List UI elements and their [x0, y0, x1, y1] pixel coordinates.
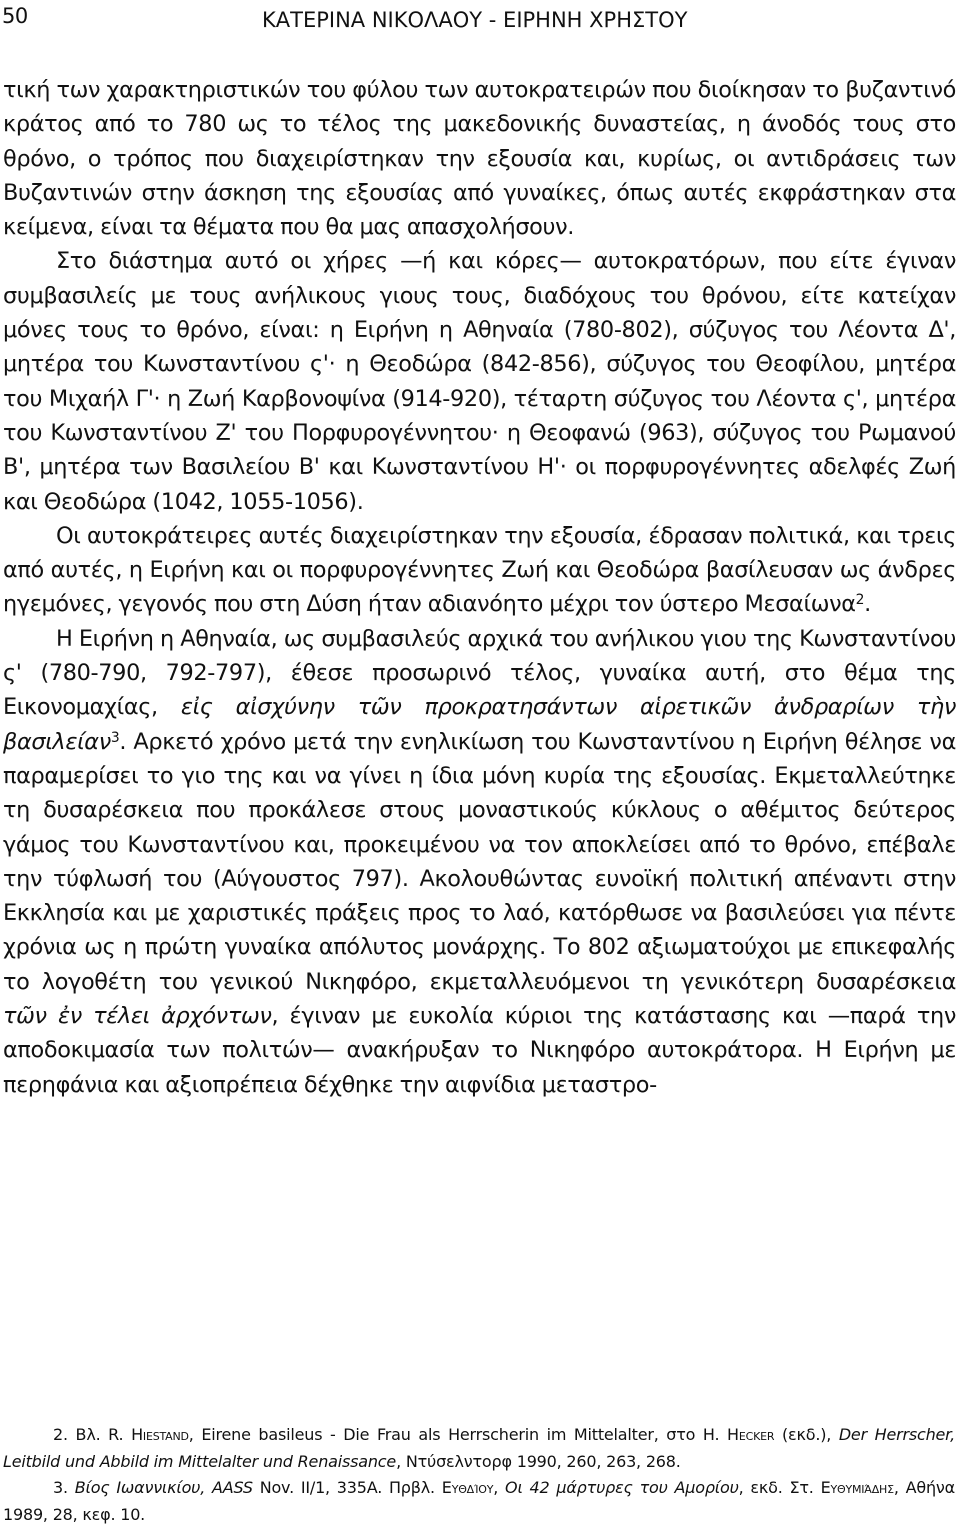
greek-quotation-2: τῶν ἐν τέλει ἀρχόντων — [3, 1003, 272, 1030]
footnote-2-text: 2. Βλ. R. — [53, 1425, 132, 1444]
paragraph-3-text: Οι αυτοκράτειρες αυτές διαχειρίστηκαν την εξουσία, έδρασαν πολιτικά, και τρεις από αυτές, η Ειρήνη και οι πορφυρογέννητες Ζωή και Θεοδώρα βασίλευσαν ως άνδρες ηγεμόνες, γεγονός που στη Δύση ήταν αδιανόητο μέχρι τον ύστερο Μεσαίωνα — [3, 522, 956, 618]
footnote-3-text-e: , Αθήνα 1989, 28, κεφ. 10. — [3, 1478, 955, 1524]
footnote-3-text-c: , — [493, 1478, 506, 1497]
footnote-2-author: Hiestand — [131, 1425, 189, 1444]
paragraph-4-text-c: , έγιναν με ευκολία κύριοι της κατάστασης και —παρά την αποδοκιμασία των πολιτών— ανακήρυξαν το Νικηφόρο αυτοκράτορα. Η Ειρήνη με περηφάνια και αξιοπρέπεια δέχθηκε την αιφνίδια μεταστρο- — [3, 1003, 957, 1098]
body-text — [3, 73, 956, 1102]
footnote-2-text-c: (εκδ.), — [774, 1425, 839, 1444]
footnote-2-editor: Hecker — [727, 1425, 775, 1444]
paragraph-2: Στο διάστημα αυτό οι χήρες —ή και κόρες— αυτοκρατόρων, που είτε έγιναν συμβασιλείς με τους ανήλικους γιους τους, διαδόχους του θρόνου, είτε κατείχαν μόνες τους το θρόνο, είναι: η Ειρήνη η Αθηναία (780-802), σύζυγος του Λέοντα Δ', μητέρα του Κωνσταντίνου ς'· η Θεοδώρα (842-856), σύζυγος του Θεοφίλου, μητέρα του Μιχαήλ Γ'· η Ζωή Καρβονοψίνα (914-920), τέταρτη σύζυγος του Λέοντα ς', μητέρα του Κωνσταντίνου Ζ' του Πορφυρογέννητου· η Θεοφανώ (963), σύζυγος του Ρωμανού Β', μητέρα των Βασιλείου Β' και Κωνσταντίνου Η'· οι πορφυρογέννητες αδελφές Ζωή και Θεοδώρα (1042, 1055-1056). — [3, 248, 956, 515]
footnote-2-text-b: , Eirene basileus - Die Frau als Herrscherin im Mittelalter, στο H. — [188, 1425, 728, 1444]
paragraph-4-text-a: Η Ειρήνη η Αθηναία, ως συμβασιλεύς αρχικά του ανήλικου γιου της Κωνσταντίνου ς' (780-790, 792-797), έθεσε προσωρινό τέλος, γυναίκα αυτή, στο θέμα της Εικονομαχίας, — [3, 625, 956, 721]
running-header — [0, 4, 960, 34]
paragraph-4 — [3, 622, 956, 1102]
footnote-2 — [3, 1422, 955, 1475]
paragraph-3 — [3, 519, 956, 622]
footnote-3-author: Ευθδίου — [441, 1478, 494, 1497]
page-number: 50 — [2, 4, 28, 28]
paragraph-4-text-b: . Αρκετό χρόνο μετά την ενηλικίωση του Κωνσταντίνου η Ειρήνη θέλησε να παραμερίσει το γιο της και να γίνει η ίδια μόνη κυρία της εξουσίας. Εκμεταλλεύτηκε τη δυσαρέσκεια που προκάλεσε στους μοναστικούς κύκλους ο αθέμιτος δεύτερος γάμος του Κωνσταντίνου και, προκειμένου να τον αποκλείσει από το θρόνο, επέβαλε την τύφλωσή του (Αύγουστος 797). Ακολουθώντας ευνοϊκή πολιτική απέναντι στην Εκκλησία και με χαριστικές πράξεις προς το λαό, κατόρθωσε να βασιλεύσει για πέντε χρόνια ως η πρώτη γυναίκα απόλυτος μονάρχης. Το 802 αξιωματούχοι με επικεφαλής το λογοθέτη του γενικού Νικηφόρο, εκμεταλλευόμενοι τη γενικότερη δυσαρέσκεια — [3, 728, 956, 995]
footnote-2-title: Der Herrscher, Leitbild und Abbild im Mittelalter und Renaissance — [3, 1425, 955, 1471]
greek-quotation: εἰς αἰσχύνην τῶν προκρατησάντων αἱρετικῶν ἀνδραρίων τὴν βασιλείαν — [3, 694, 957, 755]
running-title: ΚΑΤΕΡΙΝΑ ΝΙΚΟΛΑΟΥ - ΕΙΡΗΝΗ ΧΡΗΣΤΟΥ — [262, 8, 688, 32]
paragraph-3-end: . — [864, 591, 871, 618]
paragraph-1: τική των χαρακτηριστικών του φύλου των αυτοκρατειρών που διοίκησαν το βυζαντινό κράτος από το 780 ως το τέλος της μακεδονικής δυναστείας, η άνοδός τους στο θρόνο, ο τρόπος που διαχειρίστηκαν την εξουσία και, κυρίως, οι αντιδράσεις των Βυζαντινών στην άσκηση της εξουσίας από γυναίκες, όπως αυτές εκφράστηκαν στα κείμενα, είναι τα θέματα που θα μας απασχολήσουν. — [3, 77, 956, 241]
footnote-3-editor: Ευθυμιάδης — [820, 1478, 894, 1497]
footnote-3-text-d: , εκδ. Στ. — [738, 1478, 821, 1497]
footnote-ref-2[interactable]: 2 — [855, 592, 865, 609]
footnotes — [3, 1422, 955, 1528]
footnote-3-title: Βίος Ιωαννικίου, AASS — [74, 1478, 253, 1497]
footnote-3-text-b: Nov. II/1, 335A. Πρβλ. — [252, 1478, 442, 1497]
footnote-3-text: 3. — [53, 1478, 75, 1497]
footnote-ref-3[interactable]: 3 — [110, 729, 120, 746]
footnote-3-title-2: Οι 42 μάρτυρες του Αμορίου — [505, 1478, 739, 1497]
footnote-3 — [3, 1475, 955, 1528]
footnote-2-text-d: , Ντύσελντορφ 1990, 260, 263, 268. — [396, 1451, 681, 1471]
